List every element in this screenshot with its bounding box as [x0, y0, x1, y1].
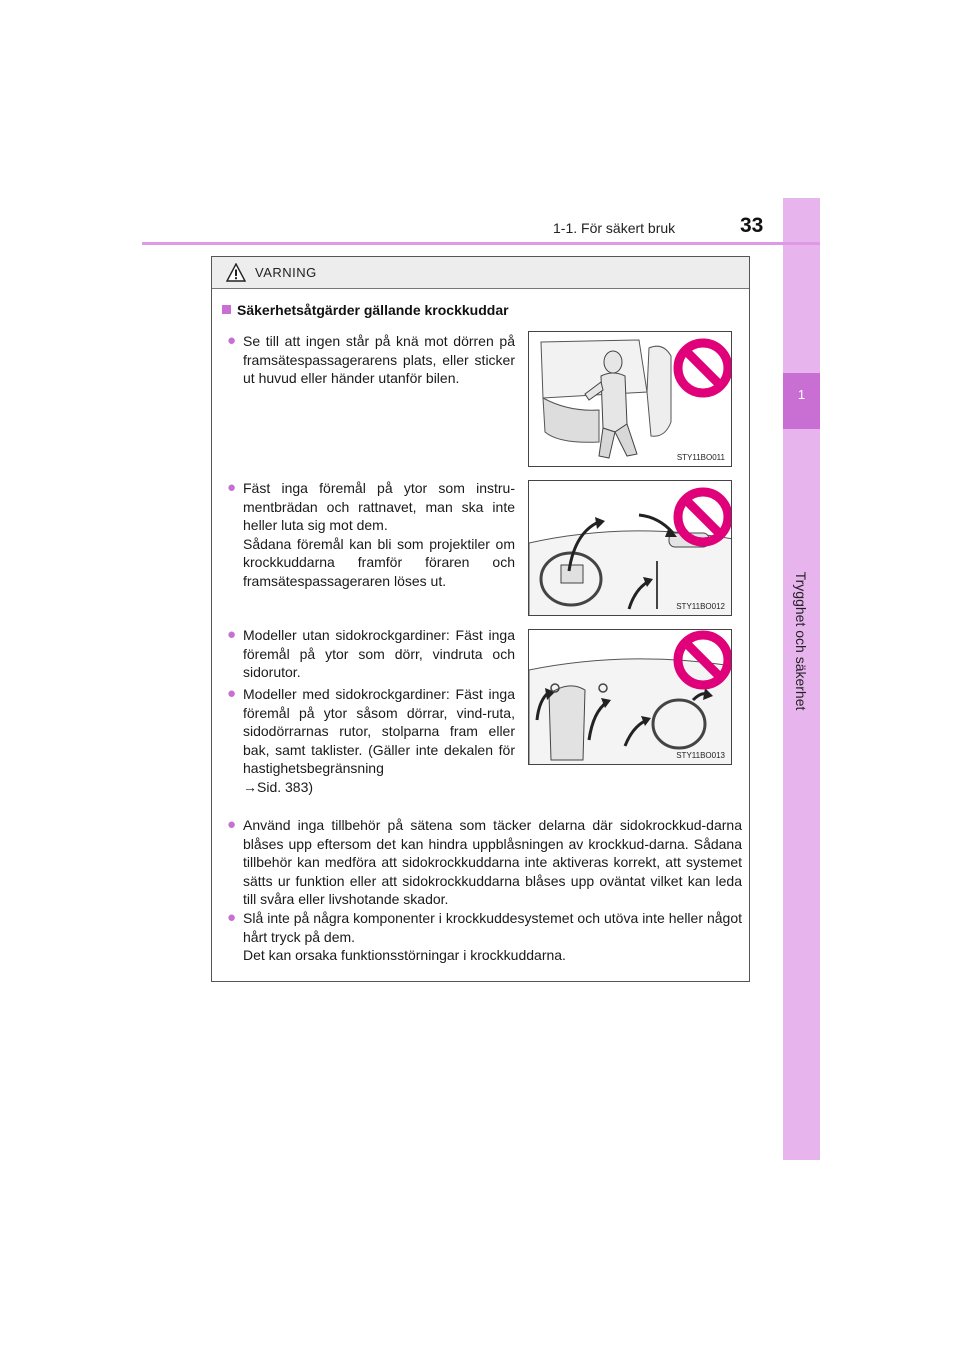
list-item-text: Använd inga tillbehör på sätena som täcker delarna där sidokrockkud-darna blåses upp eftersom det kan hindra uppblåsningen av krockkud-darna. Sådana tillbehör kan medföra att sidokrockkuddarna inte aktiveras korrekt, att systemet sätts ur funktion eller att sidokrockkuddarna blåses upp oväntat vilket kan leda till svåra eller livshotande skador.: [243, 817, 742, 907]
warning-subheading-text: Säkerhetsåtgärder gällande krockkuddar: [237, 302, 509, 318]
list-item: [227, 332, 515, 388]
list-item-text: Se till att ingen står på knä mot dörren på framsätespassagerarens plats, eller sticker ut huvud eller händer utanför bilen.: [243, 333, 515, 386]
list-item-text: →Sid. 383): [243, 778, 314, 795]
list-item-text: Det kan orsaka funktionsstörningar i krockkuddarna.: [243, 947, 566, 963]
kneeling-passenger-illustration: [529, 332, 732, 467]
list-item: [227, 685, 515, 796]
interior-illustration: [529, 630, 732, 765]
list-item: [227, 626, 515, 682]
bullet-icon: ●: [227, 332, 237, 349]
bullet-icon: ●: [227, 479, 237, 496]
warning-box: [211, 256, 750, 982]
list-item-text: Modeller med sidokrockgardiner: Fäst inga föremål på ytor såsom dörrar, vind-ruta, sidodörrarnas rutor, stolparna fram eller bak, samt taklister. (Gäller inte dekalen för hastighetsbegränsning: [243, 686, 515, 776]
warning-title: VARNING: [255, 265, 317, 280]
warning-header: [212, 257, 749, 289]
square-bullet-icon: [222, 305, 231, 314]
list-item-text: Fäst inga föremål på ytor som instru-mentbrädan och rattnavet, man ska inte heller luta sig mot dem.: [243, 480, 515, 533]
figure-interior-curtain-areas: [528, 629, 732, 765]
bullet-icon: ●: [227, 816, 237, 833]
page-number: 33: [740, 214, 764, 237]
figure-dashboard-objects: [528, 480, 732, 616]
chapter-number: 1: [797, 387, 806, 402]
dashboard-illustration: [529, 481, 732, 616]
list-item-text: Slå inte på några komponenter i krockkuddesystemet och utöva inte heller något hårt tryck på dem.: [243, 910, 742, 945]
bullet-icon: ●: [227, 626, 237, 643]
chapter-tab-active: [783, 373, 820, 429]
list-item: [227, 479, 515, 590]
figure-code: STY11BO011: [676, 453, 725, 462]
header-rule: [142, 242, 820, 245]
bullet-icon: ●: [227, 685, 237, 702]
list-item-text: Modeller utan sidokrockgardiner: Fäst inga föremål på ytor som dörr, vindruta och sidorutor.: [243, 627, 515, 680]
list-item: [227, 909, 742, 965]
figure-code: STY11BO013: [676, 751, 725, 760]
figure-code: STY11BO012: [676, 602, 725, 611]
bullet-icon: ●: [227, 909, 237, 926]
list-item: [227, 816, 742, 909]
list-item-text: Sådana föremål kan bli som projektiler om krockkuddarna framför föraren och framsätespassageraren löses ut.: [243, 535, 515, 589]
chapter-side-tab: [783, 198, 820, 1160]
warning-triangle-icon: [226, 263, 246, 282]
figure-kneeling-passenger: [528, 331, 732, 467]
chapter-label: Trygghet och säkerhet: [793, 571, 809, 711]
warning-subheading: [222, 302, 509, 318]
section-title: 1-1. För säkert bruk: [553, 220, 676, 236]
